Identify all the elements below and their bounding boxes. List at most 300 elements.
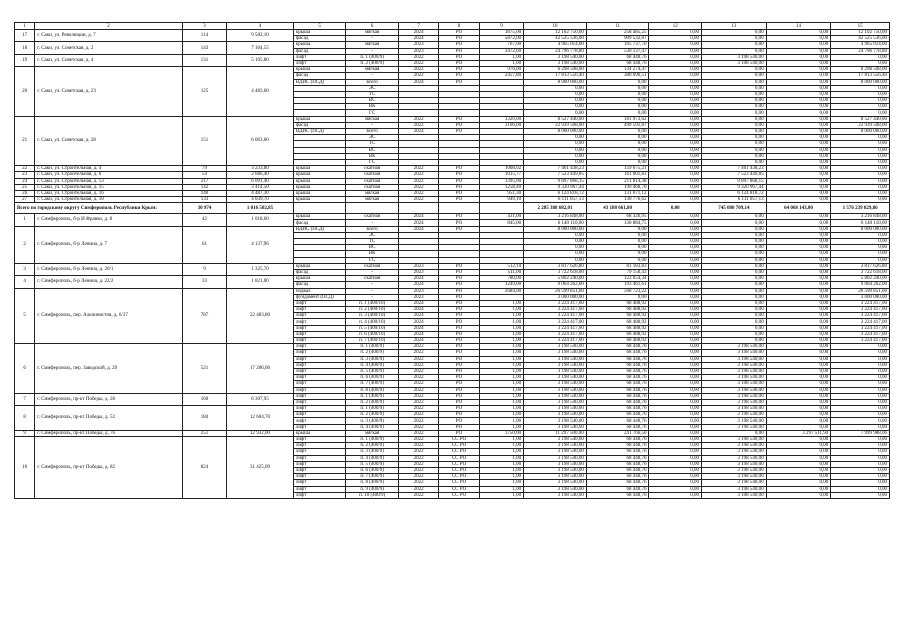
work-type: лифт [293,467,346,473]
row-number: 18 [15,42,35,54]
cost-col-14: 0,00 [766,443,831,449]
cost-col-14: 0,00 [766,141,831,147]
work-subtype: - [346,282,399,288]
cost-col-13: 3 198 540,00 [701,362,766,368]
building-address: г. Симферополь, пр-кт Победы, д. 52 [35,406,183,431]
total-cost: 3 198 540,00 [524,356,587,362]
cost-col-13: 3 198 540,00 [701,474,766,480]
cost-col-14: 0,00 [766,166,831,172]
total-cost: 3 198 540,00 [524,393,587,399]
cost-col-14: 0,00 [766,331,831,337]
cost-col-14: 0,00 [766,129,831,135]
cost-component: 0,00 [586,147,649,153]
total-cost: 7 461 438,23 [524,166,587,172]
cost-col-12: 0,00 [649,492,702,498]
work-subtype: п. 7 (400/9) [346,381,399,387]
cost-component: 68 448,76 [586,393,649,399]
row-number: 19 [15,54,35,66]
total-cost: 0,00 [524,91,587,97]
cost-col-12: 0,00 [649,251,702,257]
building-area: 4 487,30 [227,190,294,196]
work-type: лифт [293,300,346,306]
cost-col-13: 0,00 [701,147,766,153]
volume: 2457,80 [479,73,523,79]
cost-component: 68 448,76 [586,412,649,418]
work-subtype: мягкая [346,190,399,196]
total-cost: 3 198 540,00 [524,492,587,498]
work-subtype: скатная [346,166,399,172]
cost-col-12: 0,00 [649,362,702,368]
cost-col-15: 0,00 [831,257,890,263]
cost-col-12: 0,00 [649,443,702,449]
volume: 1,00 [479,393,523,399]
cost-col-15: 0,00 [831,60,890,66]
row-number: 27 [15,197,35,203]
total-cost: 0,00 [524,141,587,147]
total-cost: 22 939 508,00 [524,122,587,128]
building-address: г. Саки, ул. Советская, д. 28 [35,116,183,166]
cost-col-13: 3 198 540,00 [701,437,766,443]
cost-col-13: 0,00 [701,48,766,54]
cost-col-14: 0,00 [766,350,831,356]
cost-component: 68 488,92 [586,319,649,325]
cost-col-12: 0,00 [649,418,702,424]
cost-col-13: 0,00 [701,319,766,325]
cost-col-12: 0,00 [649,325,702,331]
cost-col-14: 0,00 [766,474,831,480]
cost-col-15: 3 224 417,00 [831,313,890,319]
cost-col-12: 0,00 [649,467,702,473]
volume: 1,00 [479,54,523,60]
cost-col-15: 0,00 [831,251,890,257]
total-cost: 42 525 536,00 [524,36,587,42]
work-subtype: скатная [346,276,399,282]
cost-col-15: 8 000 000,00 [831,79,890,85]
work-type: лифт [293,455,346,461]
cost-component: 0,00 [586,98,649,104]
year: 2022 [398,172,438,178]
cost-component: 161 001,83 [586,172,649,178]
year: 2022 [398,368,438,374]
row-number: 25 [15,184,35,190]
financing-source: РО [439,54,479,60]
cost-col-12: 0,00 [649,437,702,443]
year: 2022 [398,60,438,66]
financing-source: РО [439,300,479,306]
volume: 1,00 [479,60,523,66]
total-row [15,203,890,214]
cost-col-14: 0,00 [766,184,831,190]
cost-col-14: 0,00 [766,147,831,153]
cost-col-13: 0,00 [701,91,766,97]
empty-cell [439,203,479,214]
financing-source: РО [439,424,479,430]
cost-col-13: 3 198 540,00 [701,393,766,399]
year: 2022 [398,350,438,356]
cost-col-15: 0,00 [831,424,890,430]
financing-source: РО [439,172,479,178]
total-cost: 3 198 540,00 [524,399,587,405]
work-subtype: ТС [346,141,399,147]
cost-col-14: 0,00 [766,48,831,54]
work-subtype: ТС [346,91,399,97]
financing-source: РО [439,226,479,232]
work-type: крыша [293,166,346,172]
cost-col-12: 0,00 [649,368,702,374]
work-subtype: п. 1 (400/10) [346,300,399,306]
cost-col-14: 0,00 [766,461,831,467]
residents-count: 33 [182,276,226,288]
total-cost: 3 224 417,00 [524,338,587,344]
total-cost: 17 813 556,40 [524,73,587,79]
total-cost: 0,00 [524,147,587,153]
total-cost: 3 224 417,00 [524,313,587,319]
cost-col-12: 0,00 [649,159,702,165]
financing-source: РО [439,122,479,128]
cost-col-13: 0,00 [701,269,766,275]
cost-col-12: 0,00 [649,220,702,226]
work-subtype: - [346,122,399,128]
residents-count: 251 [182,430,226,436]
cost-col-12: 0,00 [649,288,702,294]
cost-col-14: 0,00 [766,197,831,203]
cost-col-15: 9 064 262,00 [831,282,890,288]
building-address: г. Симферополь, пр-кт Победы, д. 76 [35,430,183,436]
cost-col-15: 42 525 536,00 [831,36,890,42]
row-number: 26 [15,190,35,196]
cost-col-15: 0,00 [831,197,890,203]
cost-col-14: 0,00 [766,300,831,306]
cost-col-13: 0,00 [701,338,766,344]
cost-component: 68 448,76 [586,461,649,467]
total-cost: 0,00 [524,85,587,91]
residents-count: 54 [182,172,226,178]
cost-col-13: 0,00 [701,79,766,85]
cost-component: 159 675,21 [586,166,649,172]
cost-component: 909 532,87 [586,36,649,42]
cost-col-12: 0,00 [649,122,702,128]
cost-col-13: 0,00 [701,282,766,288]
cost-col-12: 0,00 [649,214,702,220]
cost-col-14: 0,00 [766,319,831,325]
financing-source: СС РО [439,474,479,480]
work-type: лифт [293,492,346,498]
building-area: 22 483,80 [227,288,294,344]
total-cost: 8 000 000,00 [524,79,587,85]
cost-col-15: 0,00 [831,172,890,178]
cost-col-15: 0,00 [831,399,890,405]
work-subtype: скатная [346,172,399,178]
financing-source: РО [439,399,479,405]
cost-component: 0,00 [586,245,649,251]
cost-col-12: 0,00 [649,338,702,344]
work-type: лифт [293,325,346,331]
cost-component: 68 448,76 [586,60,649,66]
cost-col-15: 0,00 [831,393,890,399]
row-number: 1 [15,214,35,226]
row-number: 20 [15,67,35,117]
financing-source: РО [439,197,479,203]
cost-col-12: 0,00 [649,226,702,232]
work-type: фасад [293,282,346,288]
cost-col-15: 8 000 000,00 [831,226,890,232]
total-cost: 0,00 [524,257,587,263]
volume: 1,00 [479,492,523,498]
financing-source: РО [439,67,479,73]
cost-col-14: 0,00 [766,412,831,418]
volume: 1,00 [479,375,523,381]
work-type: лифт [293,350,346,356]
total-cost: 0,00 [524,110,587,116]
cost-col-12: 0,00 [649,282,702,288]
total-cost: 3 198 540,00 [524,449,587,455]
cost-component: 134 274,47 [586,67,649,73]
cost-col-12: 0,00 [649,54,702,60]
cost-col-14: 0,00 [766,418,831,424]
work-subtype: п. 3 (400/9) [346,418,399,424]
building-address: г. Саки, ул. Строительная, д. 15 [35,184,183,190]
work-type: фасад [293,122,346,128]
financing-source: РО [439,418,479,424]
residents-count: 787 [182,288,226,344]
work-type: лифт [293,406,346,412]
financing-source: РО [439,368,479,374]
building-address: г. Симферополь, б-р Ленина, д. 22/2 [35,276,183,288]
total-cost: 9 064 262,00 [524,282,587,288]
financing-source: РО [439,30,479,36]
cost-col-14: 3 297 511,94 [766,430,831,436]
cost-col-13: 3 198 540,00 [701,356,766,362]
year: 2022 [398,190,438,196]
total-cost: 3 198 540,00 [524,381,587,387]
work-subtype: п. 7 (400/9) [346,474,399,480]
residents-count: 521 [182,344,226,394]
financing-source: РО [439,276,479,282]
cost-component: 0,00 [586,239,649,245]
cost-col-13: 0,00 [701,85,766,91]
volume: 1,00 [479,399,523,405]
work-type: лифт [293,307,346,313]
work-subtype: п. 5 (400/9) [346,368,399,374]
work-type: лифт [293,387,346,393]
residents-count: 42 [182,214,226,226]
building-area: 6 307,95 [227,393,294,405]
cost-col-13: 3 198 540,00 [701,60,766,66]
work-type: лифт [293,54,346,60]
volume: 1,00 [479,443,523,449]
building-area: 4 039,70 [227,197,294,203]
work-type: лифт [293,356,346,362]
total-cost: 11 297 500,00 [524,430,587,436]
cost-component: 0,00 [586,294,649,300]
cost-col-14: 0,00 [766,79,831,85]
financing-source: РО [439,288,479,294]
work-subtype: п. 4 (400/9) [346,455,399,461]
year: 2024 [398,226,438,232]
cost-col-15: 3 224 417,00 [831,307,890,313]
cost-col-15: 8 527 440,00 [831,116,890,122]
work-subtype: п. 1 (400/9) [346,406,399,412]
work-type: фасад [293,220,346,226]
year: 2022 [398,197,438,203]
volume: 1,00 [479,412,523,418]
cost-component: 68 488,92 [586,338,649,344]
row-number: 22 [15,166,35,172]
volume: 1875,00 [479,30,523,36]
total-cost: 6 124 818,72 [524,190,587,196]
cost-component: 68 448,76 [586,387,649,393]
cost-col-14: 0,00 [766,486,831,492]
cost-col-15: 3 722 618,00 [831,269,890,275]
row-number: 24 [15,178,35,184]
column-number: 13 [701,23,766,30]
total-cost: 3 198 540,00 [524,387,587,393]
total-c10: 2 285 388 682,01 [524,203,587,214]
cost-col-15: 3 817 626,80 [831,263,890,269]
cost-col-14: 0,00 [766,437,831,443]
total-cost: 3 722 618,00 [524,269,587,275]
cost-col-12: 0,00 [649,172,702,178]
cost-col-12: 0,00 [649,387,702,393]
row-number: 2 [15,226,35,263]
financing-source: РО [439,129,479,135]
cost-col-13: 3 198 540,00 [701,368,766,374]
cost-col-14: 0,00 [766,399,831,405]
cost-col-13: 0,00 [701,263,766,269]
year: 2023 [398,288,438,294]
cost-col-13: 0,00 [701,251,766,257]
cost-col-15: 0,00 [831,381,890,387]
volume: 1,00 [479,467,523,473]
work-type: лифт [293,60,346,66]
cost-col-14: 0,00 [766,467,831,473]
volume: 1,00 [479,406,523,412]
column-number: 1 [15,23,35,30]
work-subtype: п. 3 (400/9) [346,449,399,455]
work-type: лифт [293,319,346,325]
volume: 512,10 [479,263,523,269]
year: 2022 [398,492,438,498]
financing-source: РО [439,430,479,436]
cost-col-12: 0,00 [649,300,702,306]
cost-col-12: 0,00 [649,153,702,159]
total-cost: 4 965 014,00 [524,42,587,48]
cost-col-14: 0,00 [766,153,831,159]
financing-source: СС РО [439,455,479,461]
cost-col-15: 3 224 417,00 [831,325,890,331]
cost-col-15: 3 224 417,00 [831,331,890,337]
financing-source: РО [439,319,479,325]
cost-col-12: 0,00 [649,424,702,430]
building-address: г. Саки, ул. Революции, д. 7 [35,30,183,42]
year: 2024 [398,307,438,313]
building-area: 6 063,60 [227,116,294,166]
work-type: крыша [293,263,346,269]
work-subtype: п. 5 (400/10) [346,325,399,331]
total-cost: 3 198 540,00 [524,467,587,473]
cost-col-14: 0,00 [766,492,831,498]
cost-col-12: 0,00 [649,313,702,319]
work-subtype: мягкая [346,67,399,73]
work-subtype: ВК [346,104,399,110]
work-subtype: п. 4 (400/10) [346,319,399,325]
cost-col-14: 0,00 [766,325,831,331]
work-subtype: скатная [346,214,399,220]
total-cost: 3 198 540,00 [524,455,587,461]
cost-component: 0,00 [586,79,649,85]
cost-col-14: 0,00 [766,232,831,238]
cost-col-12: 0,00 [649,42,702,48]
work-type: лифт [293,461,346,467]
cost-component: 0,00 [586,85,649,91]
building-area: 1 018,60 [227,214,294,226]
building-area: 2 686,40 [227,172,294,178]
work-subtype: п. 5 (400/9) [346,461,399,467]
cost-component: 0,00 [586,226,649,232]
financing-source: РО [439,325,479,331]
financing-source: РО [439,406,479,412]
total-cost: 3 224 417,00 [524,319,587,325]
work-type: фасад [293,36,346,42]
financing-source: СС РО [439,492,479,498]
work-type: лифт [293,443,346,449]
cost-component: 68 448,76 [586,486,649,492]
cost-col-13: 3 198 540,00 [701,424,766,430]
cost-col-13: 3 198 540,00 [701,350,766,356]
cost-col-15: 0,00 [831,418,890,424]
cost-col-15: 0,00 [831,110,890,116]
cost-col-12: 0,00 [649,232,702,238]
volume: 1,00 [479,356,523,362]
total-cost: 3 198 540,00 [524,60,587,66]
financing-source: РО [439,387,479,393]
work-subtype: ТС [346,239,399,245]
cost-col-13: 0,00 [701,30,766,36]
cost-col-15: 0,00 [831,98,890,104]
cost-col-12: 0,00 [649,91,702,97]
cost-col-14: 0,00 [766,190,831,196]
cost-col-15: 0,00 [831,159,890,165]
year: 2022 [398,178,438,184]
cost-col-12: 0,00 [649,393,702,399]
cost-col-14: 0,00 [766,226,831,232]
total-cost: 3 198 540,00 [524,480,587,486]
volume: 1,00 [479,449,523,455]
cost-component: 68 448,76 [586,381,649,387]
cost-component: 68 488,92 [586,307,649,313]
cost-col-15: 0,00 [831,184,890,190]
cost-col-12: 0,00 [649,184,702,190]
cost-col-13: 0,00 [701,214,766,220]
cost-col-14: 0,00 [766,54,831,60]
total-cost: 0,00 [524,135,587,141]
building-address: г. Саки, ул. Советская, д. 2 [35,42,183,54]
cost-col-14: 0,00 [766,67,831,73]
work-type: крыша [293,42,346,48]
cost-col-12: 0,00 [649,98,702,104]
building-address: г. Симферополь, б-р И.Франко, д. 8 [35,214,183,226]
total-cost: 24 796 778,80 [524,48,587,54]
year: 2022 [398,455,438,461]
cost-col-15: 0,00 [831,135,890,141]
cost-col-14: 0,00 [766,294,831,300]
total-cost: 3 224 417,00 [524,300,587,306]
total-cost: 3 224 417,00 [524,307,587,313]
cost-col-13: 6 124 818,72 [701,190,766,196]
financing-source: РО [439,178,479,184]
cost-col-12: 0,00 [649,190,702,196]
cost-col-14: 0,00 [766,307,831,313]
